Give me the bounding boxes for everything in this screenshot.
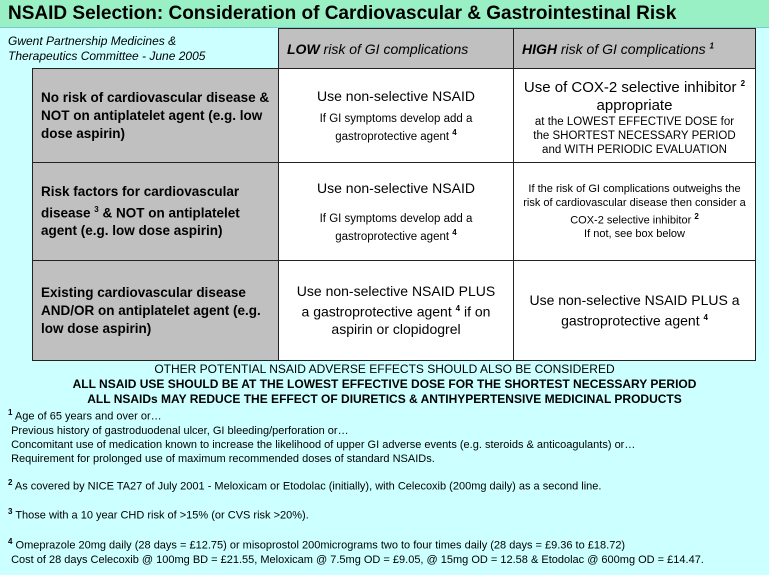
recommendation: Use non-selective NSAID (317, 179, 475, 196)
footnote-line: Concomitant use of medication known to increase the likelihood of upper GI adverse events (e.g. steroids & anticoagulants) or… (11, 438, 636, 451)
row2-low (278, 162, 514, 261)
note-text: If not, see box below (584, 228, 685, 241)
footnote-number: 4 (8, 536, 13, 546)
footnote-ref: 3 (94, 204, 99, 214)
low-label: LOW (287, 40, 320, 57)
footnote-ref: 4 (455, 304, 461, 314)
note-text: If GI symptoms develop add a gastroprotective agent (319, 112, 473, 143)
condition-part: & NOT on antiplatelet agent (e.g. low dose aspirin) (41, 205, 240, 239)
row1-condition (32, 68, 279, 163)
footnote-ref: 4 (452, 227, 457, 237)
footnote-ref: 2 (740, 78, 746, 88)
warning-line: ALL NSAIDs MAY REDUCE THE EFFECT OF DIURETICS & ANTIHYPERTENSIVE MEDICINAL PRODUCTS (87, 392, 682, 406)
footnote-3 (8, 505, 704, 523)
row2-high (513, 162, 756, 261)
footnote-ref: 4 (452, 127, 457, 137)
footnote-2 (8, 476, 704, 494)
warning-line: OTHER POTENTIAL NSAID ADVERSE EFFECTS SHOULD ALSO BE CONSIDERED (154, 362, 615, 376)
footnote-line: Those with a 10 year CHD risk of >15% (or CVS risk >20%). (15, 509, 309, 522)
condition-text: No risk of cardiovascular disease & NOT on antiplatelet agent (e.g. low dose aspirin) (41, 89, 270, 141)
note (522, 182, 747, 228)
rec-text: Use of COX-2 selective inhibitor (523, 78, 741, 96)
footnote-number: 3 (8, 507, 13, 517)
note-text: If the risk of GI complications outweighs the risk of cardiovascular disease then consider a COX-2 selective inhibitor (523, 182, 746, 227)
footnote-line: Omeprazole 20mg daily (28 days = £12.75) or misoprostol 200micrograms two to four times daily (28 days = £9.36 to £18.72) (15, 539, 626, 552)
footnote-line: Cost of 28 days Celecoxib @ 100mg BD = £21.55, Meloxicam @ 7.5mg OD = £9.05, @ 15mg OD = 12.58 & Etodolac @ 600mg OD = £14.47. (11, 553, 704, 566)
note: at the LOWEST EFFECTIVE DOSE for the SHORTEST NECESSARY PERIOD and WITH PERIODIC EVALUATION (533, 115, 736, 156)
high-label: HIGH (522, 40, 557, 57)
footnotes (8, 406, 704, 575)
header-high-risk (513, 28, 756, 69)
rec-text: Use non-selective NSAID PLUS a gastroprotective agent (529, 292, 740, 329)
footnote-line: Age of 65 years and over or… (14, 410, 162, 423)
rec-text: if on aspirin or clopidogrel (331, 303, 491, 337)
condition-text: Existing cardiovascular disease AND/OR on antiplatelet agent (e.g. low dose aspirin) (41, 284, 261, 336)
rec-text: Use non-selective NSAID PLUS a gastroprotective agent (296, 283, 496, 320)
recommendation (291, 283, 501, 338)
note-text: If GI symptoms develop add a gastroprotective agent (319, 212, 473, 243)
footnote-1 (8, 406, 704, 466)
footnote-ref: 4 (703, 313, 708, 323)
high-text: risk of GI complications (557, 40, 710, 57)
warnings (0, 362, 769, 407)
row3-condition (32, 260, 279, 361)
condition-part: Risk factors for cardiovascular disease (41, 183, 240, 221)
recommendation (514, 75, 755, 115)
row1-high (513, 68, 756, 163)
row3-low (278, 260, 514, 361)
footnote-ref: 2 (694, 211, 699, 221)
row2-condition (32, 162, 279, 261)
org-line: Therapeutics Committee - June 2005 (8, 49, 206, 63)
note (279, 112, 513, 144)
condition-text (41, 183, 278, 241)
rec-text: appropriate (596, 96, 673, 114)
page-title: NSAID Selection: Consideration of Cardiovascular & Gastrointestinal Risk (0, 0, 769, 28)
warning-line: ALL NSAID USE SHOULD BE AT THE LOWEST EFFECTIVE DOSE FOR THE SHORTEST NECESSARY PERIOD (72, 377, 697, 391)
note (279, 212, 513, 244)
org-line: Gwent Partnership Medicines & (8, 34, 177, 48)
header-low-risk (278, 28, 514, 69)
recommendation: Use non-selective NSAID (317, 87, 475, 104)
footnote-ref: 1 (709, 40, 714, 50)
footnote-line: As covered by NICE TA27 of July 2001 - Meloxicam or Etodolac (initially), with Celecoxib (200mg daily) as a second line. (14, 480, 602, 493)
row1-low (278, 68, 514, 163)
footnote-number: 1 (8, 408, 13, 417)
footnote-line: Previous history of gastroduodenal ulcer, GI bleeding/perforation or… (11, 424, 349, 437)
footnote-number: 2 (8, 477, 13, 487)
row3-high (513, 260, 756, 361)
recommendation (528, 291, 741, 330)
footnote-line: Requirement for prolonged use of maximum recommended doses of standard NSAIDs. (11, 452, 435, 465)
organisation (8, 34, 205, 64)
footnote-4 (8, 535, 704, 567)
low-text: risk of GI complications (319, 40, 469, 57)
